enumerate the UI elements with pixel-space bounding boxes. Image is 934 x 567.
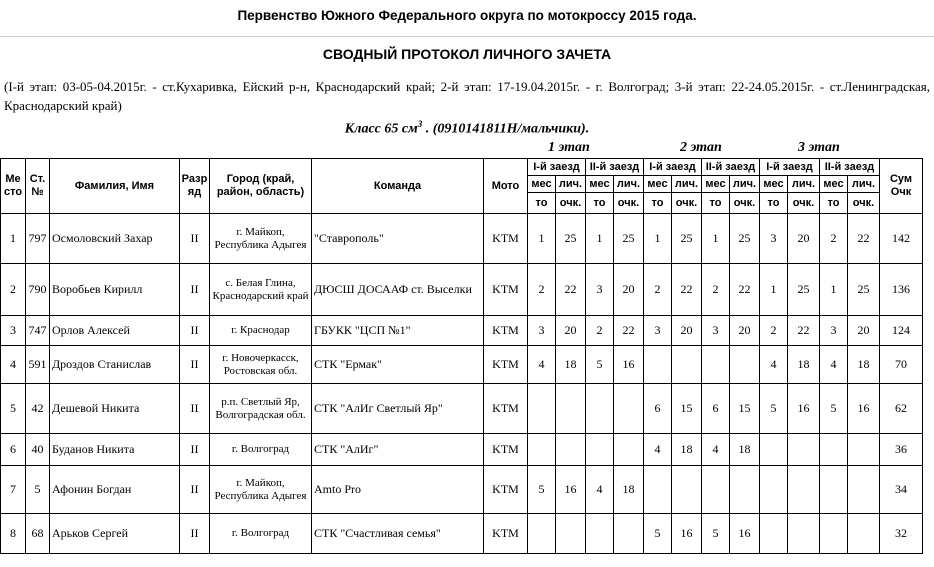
header-och: очк.	[730, 193, 760, 214]
cell-points: 25	[848, 264, 880, 316]
header-team: Команда	[312, 159, 484, 214]
cell-place-result: 1	[528, 214, 556, 264]
stage-3-label: 3 этап	[798, 140, 840, 155]
cell-place: 1	[1, 214, 26, 264]
cell-number: 68	[26, 514, 50, 554]
cell-points	[788, 434, 820, 466]
cell-place-result	[702, 466, 730, 514]
header-to: то	[644, 193, 672, 214]
cell-moto: KTM	[484, 316, 528, 346]
cell-place-result	[528, 384, 556, 434]
cell-place-result	[644, 466, 672, 514]
cell-place-result: 5	[760, 384, 788, 434]
cell-name: Орлов Алексей	[50, 316, 180, 346]
cell-team: СТК "АлИг Светлый Яр"	[312, 384, 484, 434]
cell-place-result: 2	[702, 264, 730, 316]
cell-number: 40	[26, 434, 50, 466]
cell-rank: II	[180, 466, 210, 514]
cell-number: 747	[26, 316, 50, 346]
cell-points: 16	[672, 514, 702, 554]
cell-sum: 36	[880, 434, 923, 466]
cell-points: 25	[672, 214, 702, 264]
cell-sum: 142	[880, 214, 923, 264]
cell-rank: II	[180, 264, 210, 316]
cell-points	[556, 434, 586, 466]
cell-team: "Ставрополь"	[312, 214, 484, 264]
cell-place-result	[820, 466, 848, 514]
cell-team: СТК "АлИг"	[312, 434, 484, 466]
header-mes: мес	[760, 176, 788, 193]
header-to: то	[820, 193, 848, 214]
cell-points	[556, 514, 586, 554]
stage-2-label: 2 этап	[680, 140, 722, 155]
table-row	[1, 316, 923, 346]
cell-city: г. Новочеркасск, Ростовская обл.	[210, 346, 312, 384]
header-s1-heat1: I-й заезд	[528, 159, 586, 176]
cell-place-result: 4	[820, 346, 848, 384]
header-mes: мес	[820, 176, 848, 193]
cell-points: 20	[556, 316, 586, 346]
cell-points: 25	[730, 214, 760, 264]
header-mes: мес	[644, 176, 672, 193]
header-city: Город (край, район, область)	[210, 159, 312, 214]
cell-name: Дешевой Никита	[50, 384, 180, 434]
header-s3-heat1: I-й заезд	[760, 159, 820, 176]
cell-city: г. Майкоп, Республика Адыгея	[210, 466, 312, 514]
header-och: очк.	[672, 193, 702, 214]
header-och: очк.	[848, 193, 880, 214]
cell-team: ДЮСШ ДОСААФ ст. Выселки	[312, 264, 484, 316]
cell-sum: 34	[880, 466, 923, 514]
cell-rank: II	[180, 316, 210, 346]
cell-points: 15	[730, 384, 760, 434]
cell-place-result: 2	[644, 264, 672, 316]
cell-number: 5	[26, 466, 50, 514]
cell-points	[614, 384, 644, 434]
cell-points: 18	[730, 434, 760, 466]
cell-points: 22	[848, 214, 880, 264]
cell-place-result: 1	[644, 214, 672, 264]
header-mes: мес	[586, 176, 614, 193]
cell-points: 16	[614, 346, 644, 384]
cell-points	[672, 346, 702, 384]
cell-place-result	[586, 514, 614, 554]
cell-team: СТК "Счастливая семья"	[312, 514, 484, 554]
cell-points	[848, 434, 880, 466]
cell-place-result: 4	[760, 346, 788, 384]
results-table	[0, 158, 923, 554]
cell-place-result	[586, 384, 614, 434]
header-moto: Мото	[484, 159, 528, 214]
header-to: то	[702, 193, 730, 214]
cell-place-result	[820, 514, 848, 554]
header-s2-heat2: II-й заезд	[702, 159, 760, 176]
cell-place: 6	[1, 434, 26, 466]
cell-place: 5	[1, 384, 26, 434]
cell-sum: 32	[880, 514, 923, 554]
header-lich: лич.	[614, 176, 644, 193]
cell-place-result: 4	[702, 434, 730, 466]
cell-name: Осмоловский Захар	[50, 214, 180, 264]
cell-place-result	[760, 466, 788, 514]
cell-city: г. Майкоп, Республика Адыгея	[210, 214, 312, 264]
cell-name: Буданов Никита	[50, 434, 180, 466]
cell-points: 20	[788, 214, 820, 264]
class-label	[0, 119, 934, 138]
cell-number: 790	[26, 264, 50, 316]
cell-city: с. Белая Глина, Краснодарский край	[210, 264, 312, 316]
cell-place-result: 1	[586, 214, 614, 264]
header-lich: лич.	[672, 176, 702, 193]
cell-place-result: 4	[586, 466, 614, 514]
cell-rank: II	[180, 214, 210, 264]
cell-points: 16	[556, 466, 586, 514]
header-place: Ме сто	[1, 159, 26, 214]
cell-moto: KTM	[484, 264, 528, 316]
header-number: Ст. №	[26, 159, 50, 214]
cell-place-result: 3	[586, 264, 614, 316]
cell-place-result	[760, 434, 788, 466]
divider	[0, 36, 934, 37]
cell-place: 2	[1, 264, 26, 316]
cell-rank: II	[180, 384, 210, 434]
class-sup: 3	[417, 119, 423, 129]
cell-points: 18	[848, 346, 880, 384]
cell-place-result: 5	[644, 514, 672, 554]
cell-points: 22	[672, 264, 702, 316]
cell-place: 4	[1, 346, 26, 384]
cell-points: 16	[848, 384, 880, 434]
cell-place-result: 3	[702, 316, 730, 346]
header-lich: лич.	[556, 176, 586, 193]
cell-points: 20	[730, 316, 760, 346]
cell-team: СТК "Ермак"	[312, 346, 484, 384]
header-name: Фамилия, Имя	[50, 159, 180, 214]
cell-moto: KTM	[484, 466, 528, 514]
cell-rank: II	[180, 434, 210, 466]
cell-place-result: 5	[702, 514, 730, 554]
cell-place-result: 6	[702, 384, 730, 434]
table-row	[1, 346, 923, 384]
class-prefix: Класс 65 см	[344, 121, 418, 137]
cell-place-result	[820, 434, 848, 466]
header-s3-heat2: II-й заезд	[820, 159, 880, 176]
cell-points	[672, 466, 702, 514]
cell-name: Афонин Богдан	[50, 466, 180, 514]
cell-points	[848, 514, 880, 554]
cell-place-result: 2	[586, 316, 614, 346]
cell-place: 7	[1, 466, 26, 514]
header-mes: мес	[528, 176, 556, 193]
cell-points	[614, 434, 644, 466]
cell-points: 20	[614, 264, 644, 316]
cell-team: ГБУКК "ЦСП №1"	[312, 316, 484, 346]
table-row	[1, 434, 923, 466]
cell-sum: 62	[880, 384, 923, 434]
cell-number: 42	[26, 384, 50, 434]
cell-moto: KTM	[484, 434, 528, 466]
table-row	[1, 384, 923, 434]
page-title: Первенство Южного Федерального округа по мотокроссу 2015 года.	[237, 8, 697, 23]
cell-points: 22	[788, 316, 820, 346]
cell-points: 25	[788, 264, 820, 316]
cell-place-result: 4	[528, 346, 556, 384]
cell-points: 18	[614, 466, 644, 514]
header-to: то	[586, 193, 614, 214]
cell-points: 22	[556, 264, 586, 316]
header-lich: лич.	[848, 176, 880, 193]
cell-place-result: 3	[760, 214, 788, 264]
cell-place-result: 6	[644, 384, 672, 434]
cell-team: Amto Pro	[312, 466, 484, 514]
cell-city: р.п. Светлый Яр, Волгоградская обл.	[210, 384, 312, 434]
cell-number: 591	[26, 346, 50, 384]
stages-info: (I-й этап: 03-05-04.2015г. - ст.Кухаривка, Ейский р-н, Краснодарский край; 2-й этап: 17-19.04.2015г. - г. Волгоград; 3-й этап: 22-24.05.2015г. - ст.Ленинградская, Краснодарский край)	[4, 79, 930, 113]
cell-city: г. Краснодар	[210, 316, 312, 346]
cell-points: 16	[730, 514, 760, 554]
cell-place-result	[586, 434, 614, 466]
cell-points: 18	[672, 434, 702, 466]
cell-city: г. Волгоград	[210, 434, 312, 466]
cell-place-result	[644, 346, 672, 384]
cell-moto: KTM	[484, 346, 528, 384]
cell-place-result: 3	[644, 316, 672, 346]
cell-place-result: 5	[586, 346, 614, 384]
header-mes: мес	[702, 176, 730, 193]
cell-points: 15	[672, 384, 702, 434]
table-row	[1, 514, 923, 554]
cell-moto: KTM	[484, 384, 528, 434]
cell-place-result: 1	[702, 214, 730, 264]
cell-sum: 136	[880, 264, 923, 316]
cell-points	[614, 514, 644, 554]
cell-points: 22	[730, 264, 760, 316]
table-row	[1, 214, 923, 264]
cell-place-result	[528, 434, 556, 466]
cell-points: 18	[556, 346, 586, 384]
cell-points: 20	[848, 316, 880, 346]
cell-points: 18	[788, 346, 820, 384]
cell-points	[730, 466, 760, 514]
cell-place-result: 2	[820, 214, 848, 264]
cell-city: г. Волгоград	[210, 514, 312, 554]
cell-rank: II	[180, 346, 210, 384]
stage-1-label: 1 этап	[548, 140, 590, 155]
cell-place-result	[760, 514, 788, 554]
cell-sum: 124	[880, 316, 923, 346]
cell-points	[788, 514, 820, 554]
header-och: очк.	[556, 193, 586, 214]
table-row	[1, 264, 923, 316]
cell-place-result: 4	[644, 434, 672, 466]
cell-sum: 70	[880, 346, 923, 384]
cell-place: 8	[1, 514, 26, 554]
cell-name: Дроздов Станислав	[50, 346, 180, 384]
cell-points: 16	[788, 384, 820, 434]
header-och: очк.	[788, 193, 820, 214]
cell-name: Воробьев Кирилл	[50, 264, 180, 316]
cell-moto: KTM	[484, 514, 528, 554]
header-to: то	[760, 193, 788, 214]
protocol-title: СВОДНЫЙ ПРОТОКОЛ ЛИЧНОГО ЗАЧЕТА	[322, 46, 612, 62]
cell-place-result: 1	[760, 264, 788, 316]
cell-points	[730, 346, 760, 384]
table-row	[1, 466, 923, 514]
cell-points: 20	[672, 316, 702, 346]
cell-place-result: 2	[528, 264, 556, 316]
header-och: очк.	[614, 193, 644, 214]
cell-place-result: 5	[528, 466, 556, 514]
header-s2-heat1: I-й заезд	[644, 159, 702, 176]
cell-moto: KTM	[484, 214, 528, 264]
cell-place-result: 3	[820, 316, 848, 346]
header-lich: лич.	[788, 176, 820, 193]
cell-points: 25	[556, 214, 586, 264]
header-to: то	[528, 193, 556, 214]
cell-place-result	[702, 346, 730, 384]
cell-points: 25	[614, 214, 644, 264]
cell-place: 3	[1, 316, 26, 346]
cell-points	[556, 384, 586, 434]
cell-name: Арьков Сергей	[50, 514, 180, 554]
header-s1-heat2: II-й заезд	[586, 159, 644, 176]
cell-points	[788, 466, 820, 514]
cell-place-result: 3	[528, 316, 556, 346]
class-suffix: . (0910141811Н/мальчики).	[422, 121, 590, 137]
cell-number: 797	[26, 214, 50, 264]
cell-points	[848, 466, 880, 514]
cell-points: 22	[614, 316, 644, 346]
cell-rank: II	[180, 514, 210, 554]
cell-place-result	[528, 514, 556, 554]
cell-place-result: 5	[820, 384, 848, 434]
header-rank: Разр яд	[180, 159, 210, 214]
cell-place-result: 2	[760, 316, 788, 346]
header-sum: Сум Очк	[880, 159, 923, 214]
header-lich: лич.	[730, 176, 760, 193]
cell-place-result: 1	[820, 264, 848, 316]
